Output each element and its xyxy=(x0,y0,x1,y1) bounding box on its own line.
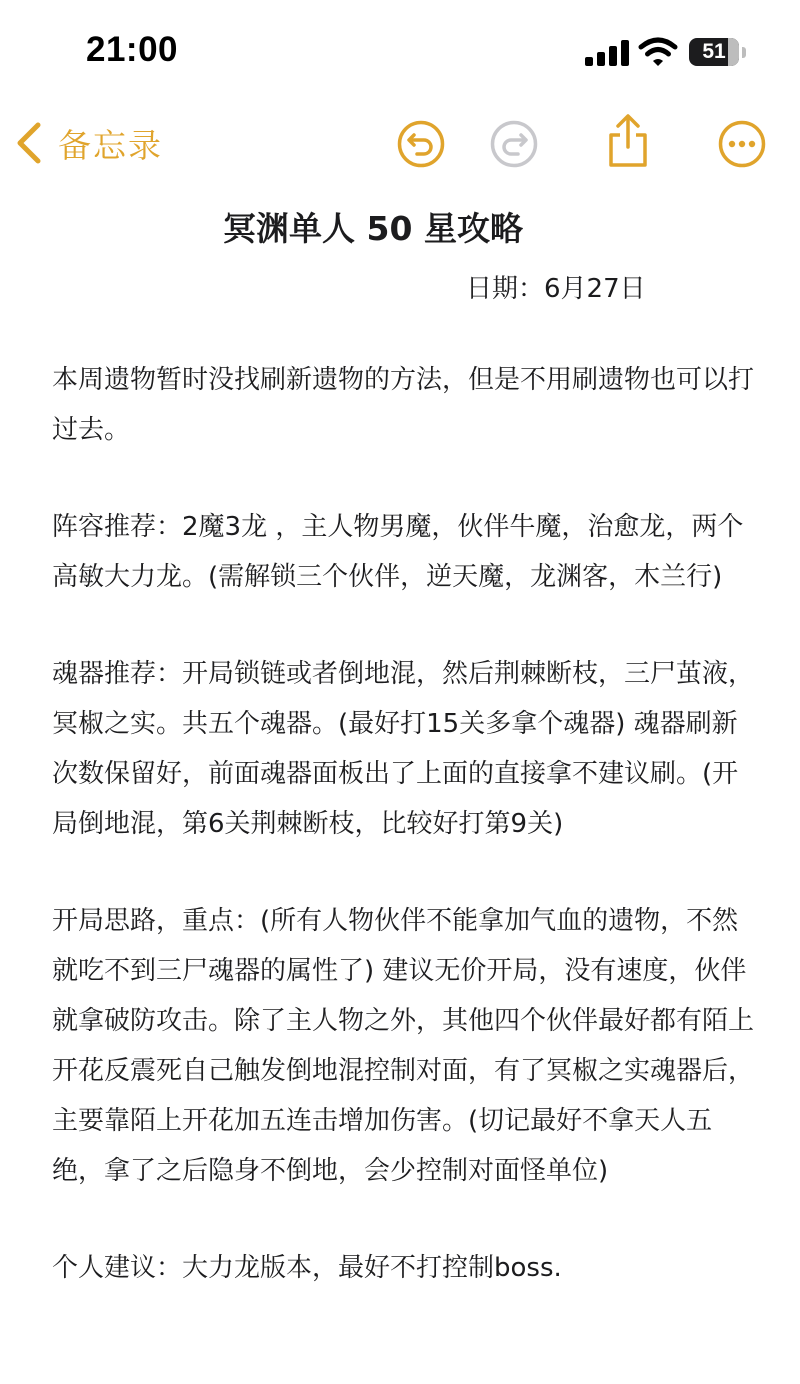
note-paragraph-opening-strategy: 开局思路，重点：(所有人物伙伴不能拿加气血的遗物，不然就吃不到三尸魂器的属性了) 建议无价开局，没有速度，伙伴就拿破防攻击。除了主人物之外，其他四个伙伴最好都有陌上开花反震死自己触发倒地混控制对面，有了冥椒之实魂器后，主要靠陌上开花加五连击增加伤害。(切记最好不拿天人五绝，拿了之后隐身不倒地，会少控制对面怪单位) xyxy=(52,906,755,1186)
status-bar xyxy=(0,0,800,100)
share-icon[interactable] xyxy=(603,113,653,169)
more-icon[interactable] xyxy=(717,119,767,169)
note-title[interactable]: 冥渊单人 50 星攻略 xyxy=(223,209,523,248)
note-paragraph-intro: 本周遗物暂时没找刷新遗物的方法，但是不用刷遗物也可以打过去。 xyxy=(52,365,755,445)
note-paragraph-personal-advice: 个人建议：大力龙版本，最好不打控制boss. xyxy=(52,1253,562,1283)
battery-percentage: 51 xyxy=(702,40,726,63)
note-date[interactable]: 日期：6月27日 xyxy=(466,274,646,304)
undo-icon[interactable] xyxy=(396,119,446,169)
note-body[interactable] xyxy=(52,355,758,1340)
chevron-left-icon xyxy=(14,121,44,165)
bottom-fade-overlay xyxy=(600,1324,800,1384)
status-time: 21:00 xyxy=(86,30,179,69)
battery-icon xyxy=(689,38,747,68)
wifi-icon xyxy=(638,36,678,68)
back-button-label: 备忘录 xyxy=(58,125,163,165)
redo-icon[interactable] xyxy=(489,119,539,169)
cellular-signal-icon xyxy=(585,40,629,66)
note-paragraph-lineup: 阵容推荐：2魔3龙 ，主人物男魔，伙伴牛魔，治愈龙，两个高敏大力龙。(需解锁三个伙伴，逆天魔，龙渊客，木兰行) xyxy=(52,512,744,592)
back-button[interactable] xyxy=(14,118,163,168)
note-paragraph-soul-artifacts: 魂器推荐：开局锁链或者倒地混，然后荆棘断枝，三尸茧液，冥椒之实。共五个魂器。(最好打15关多拿个魂器) 魂器刷新次数保留好，前面魂器面板出了上面的直接拿不建议刷。(开局倒地混，第6关荆棘断枝，比较好打第9关) xyxy=(52,659,755,839)
navigation-bar xyxy=(0,100,800,190)
